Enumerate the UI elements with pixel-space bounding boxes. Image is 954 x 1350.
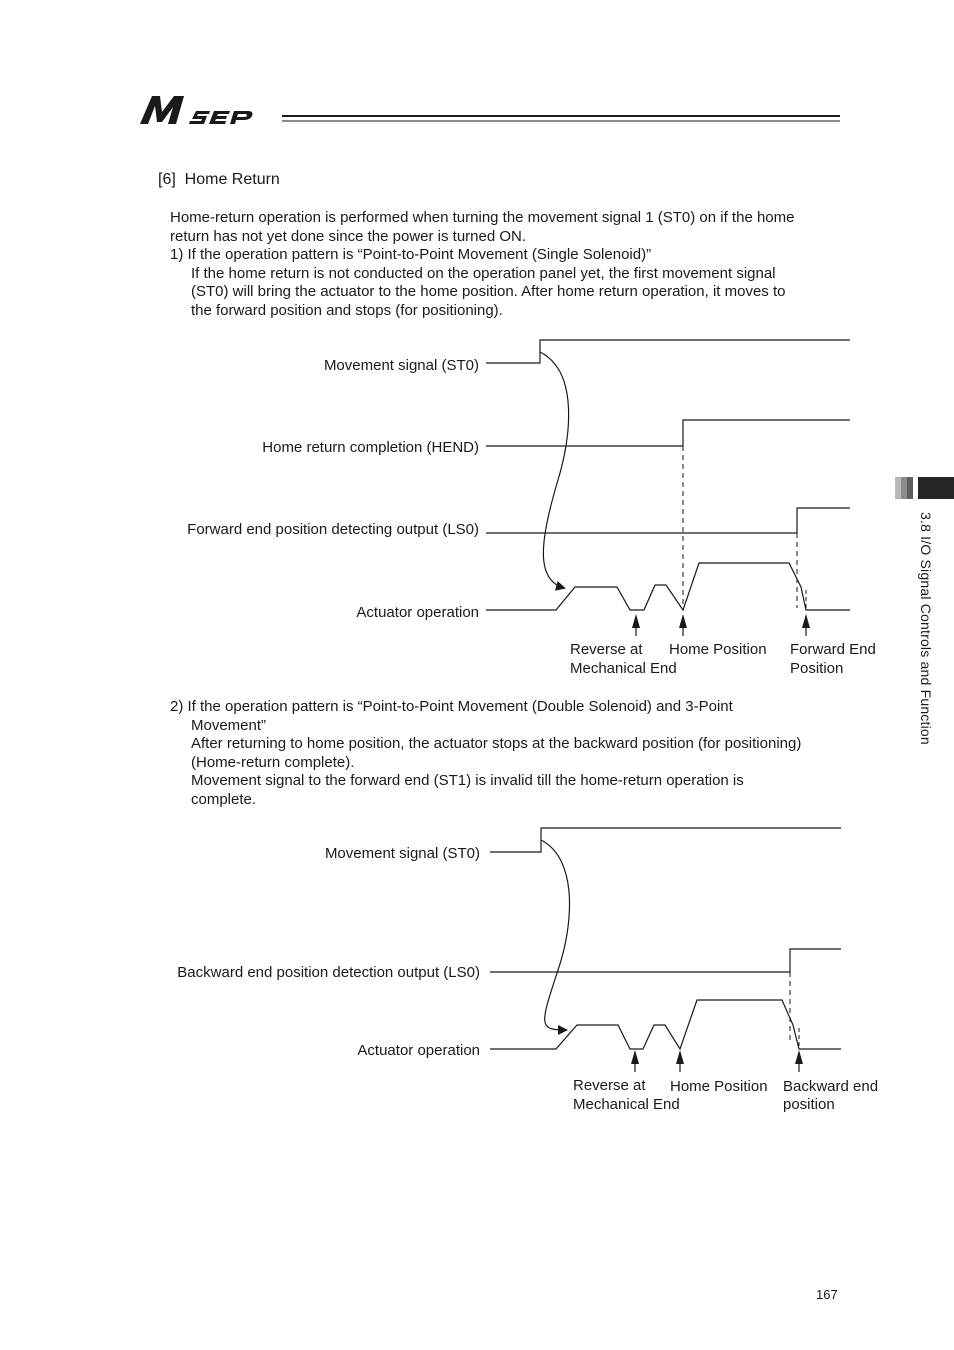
backward-end-marker-label: Backward end xyxy=(783,1078,879,1095)
up-arrow-icon xyxy=(632,614,640,636)
reverse-marker-label: Reverse at xyxy=(570,641,643,658)
up-arrow-icon xyxy=(676,1050,684,1072)
up-arrow-icon xyxy=(795,1050,803,1072)
hend-signal-label: Home return completion (HEND) xyxy=(262,439,479,456)
actuator-operation-label: Actuator operation xyxy=(357,1042,480,1059)
case2-line: (Home-return complete). xyxy=(191,753,355,771)
page-number: 167 xyxy=(816,1287,838,1302)
chapter-tab-marker xyxy=(895,477,954,499)
up-arrow-icon xyxy=(802,614,810,636)
chapter-side-label: 3.8 I/O Signal Controls and Function xyxy=(918,512,934,745)
forward-end-marker-label: Forward End xyxy=(790,641,876,658)
case2-line: After returning to home position, the actuator stops at the backward position (for positioning) xyxy=(191,735,802,752)
reverse-marker-label: Mechanical End xyxy=(570,660,677,677)
actuator-operation-label: Actuator operation xyxy=(356,604,479,621)
st0-signal-label: Movement signal (ST0) xyxy=(324,845,480,862)
actuator-waveform xyxy=(490,1000,841,1049)
case1-heading: 1) If the operation pattern is “Point-to-Point Movement (Single Solenoid)” xyxy=(170,246,652,263)
st0-waveform xyxy=(490,828,841,852)
ls0-signal-label: Backward end position detection output (LS0) xyxy=(177,964,480,981)
ls0-waveform xyxy=(490,949,841,972)
forward-end-marker-label: Position xyxy=(790,660,844,677)
up-arrow-icon xyxy=(679,614,687,636)
case1-line: the forward position and stops (for positioning). xyxy=(191,301,503,319)
case1-line: (ST0) will bring the actuator to the home position. After home return operation, it moves to xyxy=(191,283,786,300)
actuator-waveform xyxy=(486,563,850,610)
ls0-signal-label: Forward end position detecting output (LS0) xyxy=(187,521,479,538)
ls0-waveform xyxy=(486,508,850,533)
case1-line: If the home return is not conducted on the operation panel yet, the first movement signal xyxy=(191,264,776,282)
diagram-2 xyxy=(177,828,878,1113)
trigger-curve-arrow xyxy=(540,352,569,588)
hend-waveform xyxy=(486,420,850,446)
case2-line: Movement signal to the forward end (ST1) is invalid till the home-return operation is xyxy=(191,772,744,789)
backward-end-marker-label: position xyxy=(783,1096,835,1113)
up-arrow-icon xyxy=(631,1050,639,1072)
intro-line: Home-return operation is performed when turning the movement signal 1 (ST0) on if the home xyxy=(170,209,795,226)
home-position-marker-label: Home Position xyxy=(670,1078,768,1095)
case2-heading: 2) If the operation pattern is “Point-to-Point Movement (Double Solenoid) and 3-Point xyxy=(170,698,733,715)
diagram-1 xyxy=(187,340,876,677)
home-position-marker-label: Home Position xyxy=(669,641,767,658)
trigger-curve-arrow xyxy=(541,840,570,1030)
case2-line: Movement” xyxy=(191,716,267,734)
reverse-marker-label: Mechanical End xyxy=(573,1096,680,1113)
section-title: [6] Home Return xyxy=(158,171,280,188)
st0-signal-label: Movement signal (ST0) xyxy=(323,357,479,374)
st0-waveform xyxy=(486,340,850,363)
intro-line: return has not yet done since the power is turned ON. xyxy=(170,227,527,245)
reverse-marker-label: Reverse at xyxy=(573,1077,646,1094)
case2-line: complete. xyxy=(191,790,257,808)
